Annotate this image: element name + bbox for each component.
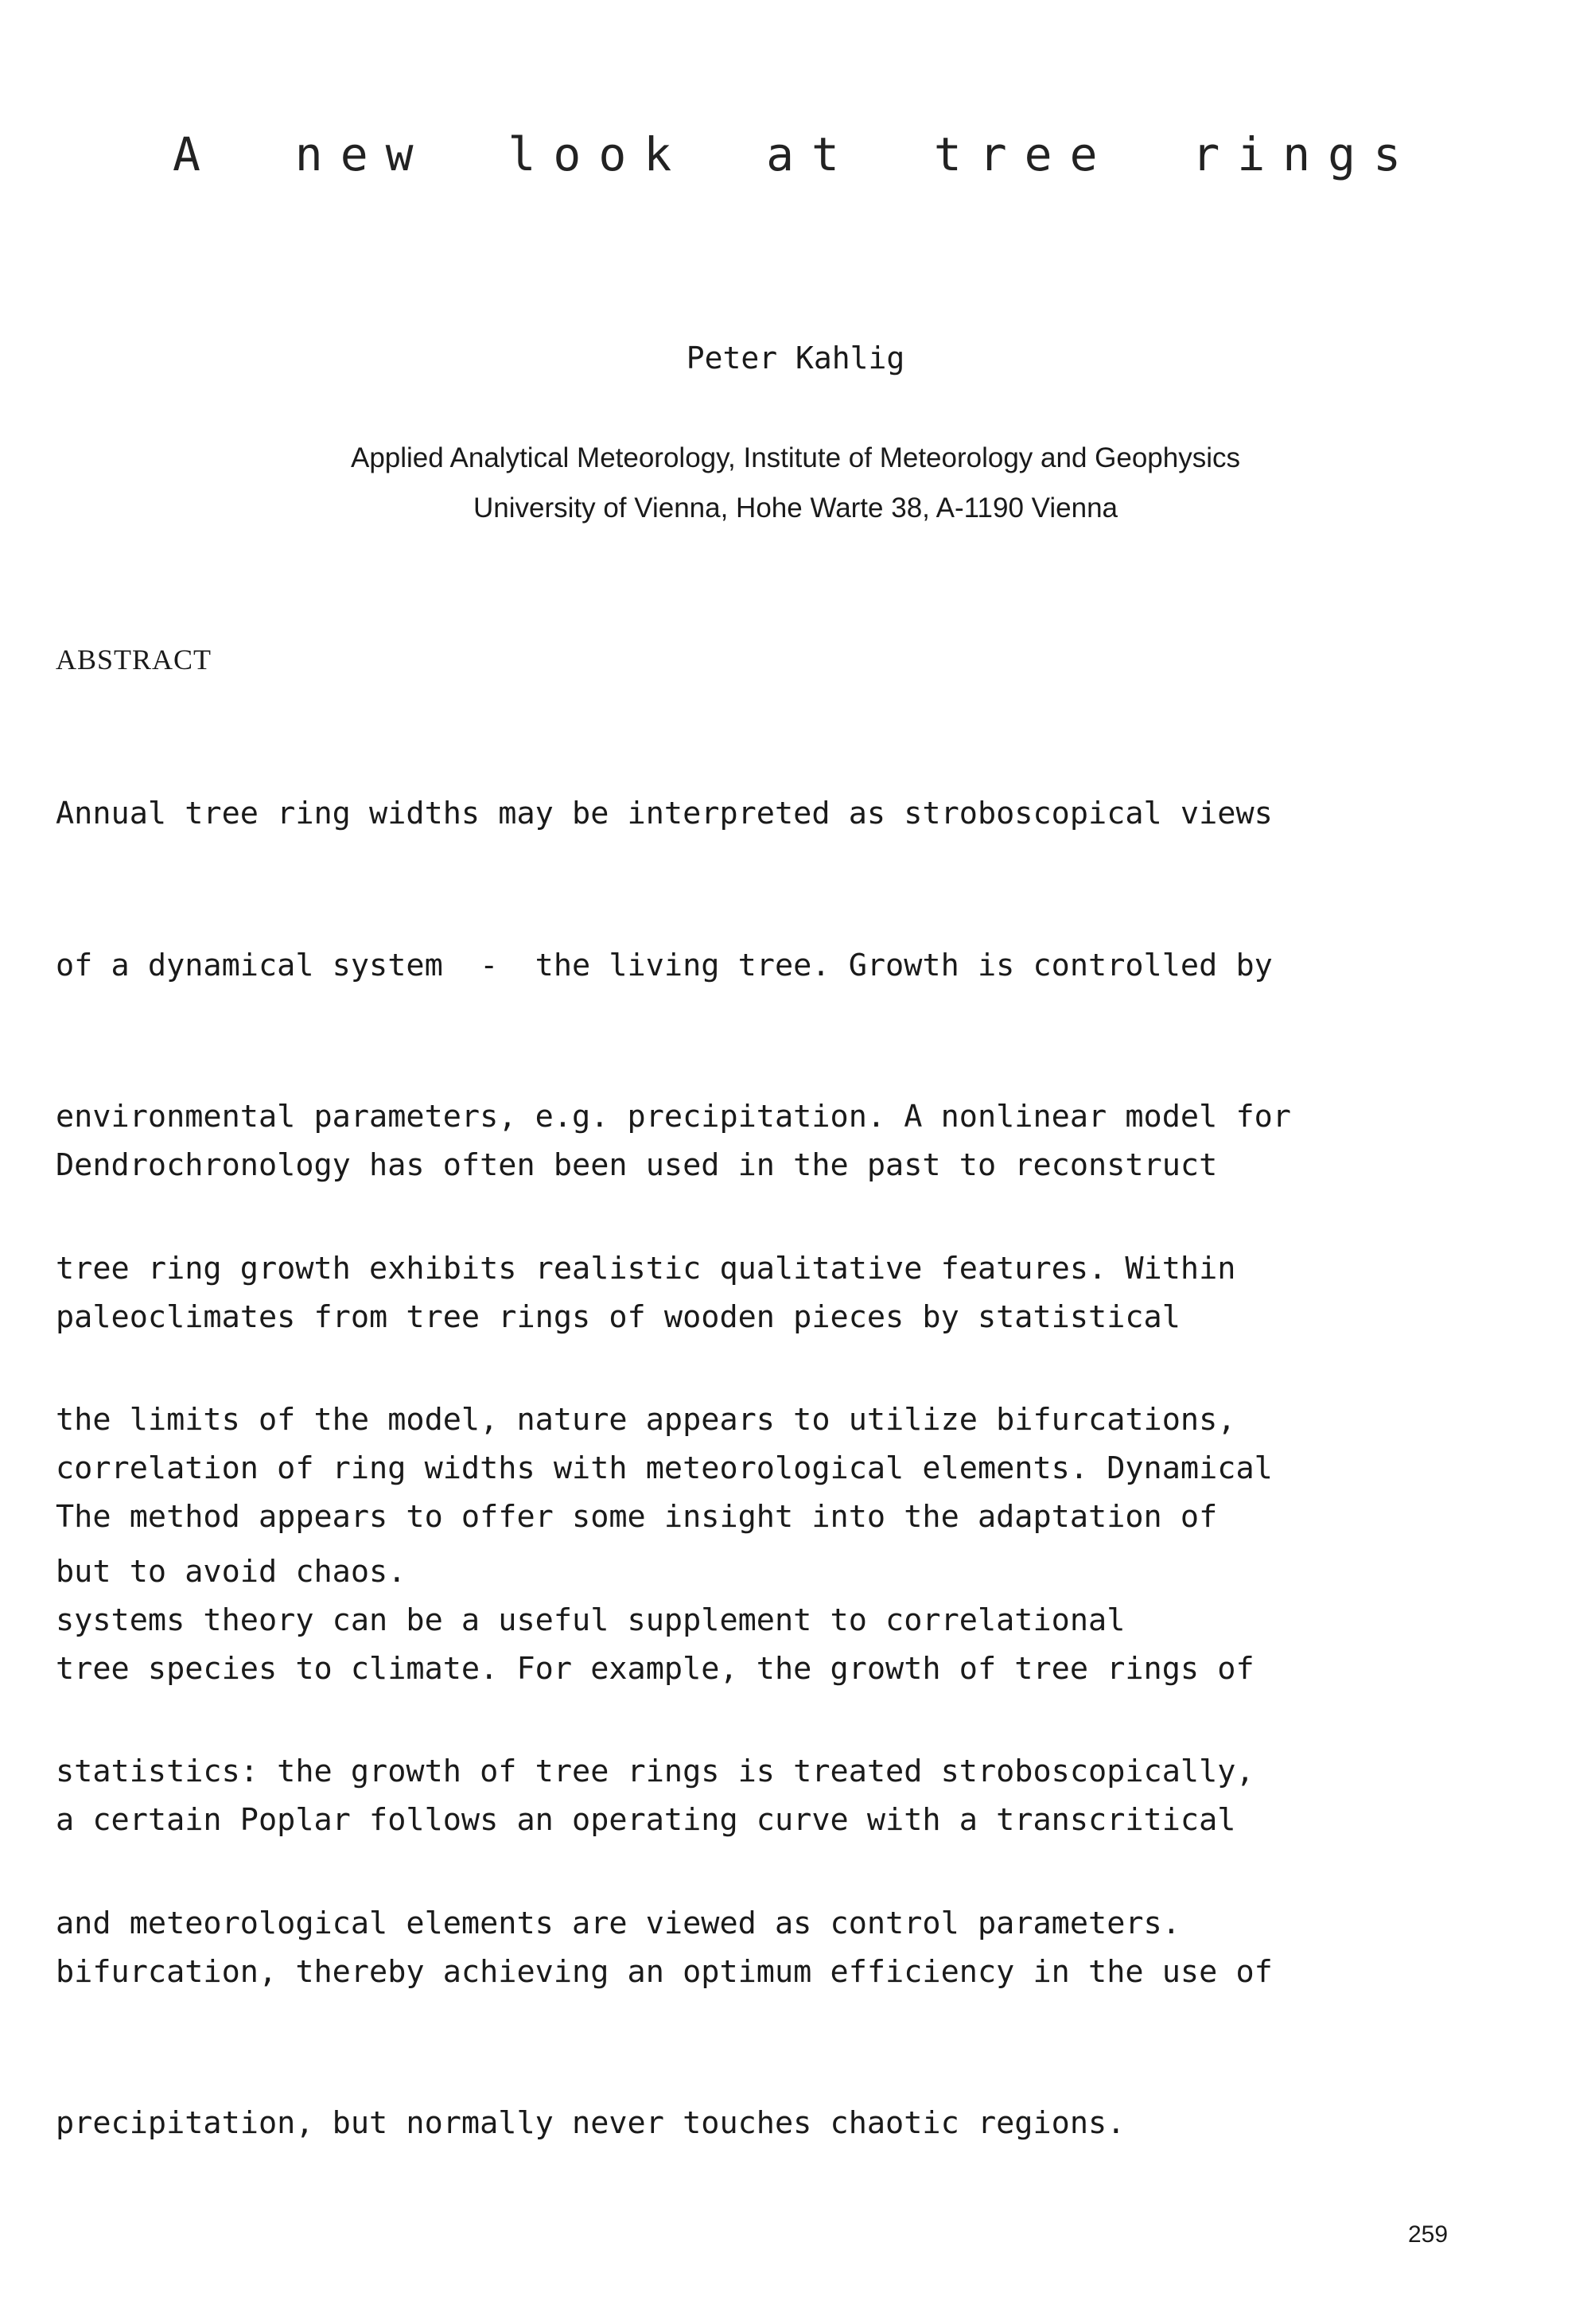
paragraph-line: paleoclimates from tree rings of wooden pieces by statistical: [56, 1298, 1181, 1335]
paragraph-line: The method appears to offer some insight into the adaptation of: [56, 1499, 1218, 1535]
abstract-heading: ABSTRACT: [56, 644, 212, 675]
paragraph-line: environmental parameters, e.g. precipitation. A nonlinear model for: [56, 1099, 1291, 1135]
paragraph-line: of a dynamical system - the living tree. Growth is controlled by: [56, 947, 1273, 983]
paragraph-line: statistics: the growth of tree rings is treated stroboscopically,: [56, 1754, 1255, 1789]
affiliation-line-1: Applied Analytical Meteorology, Institute of Meteorology and Geophysics: [350, 442, 1241, 473]
paragraph-line: bifurcation, thereby achieving an optimum efficiency in the use of: [56, 1953, 1273, 1990]
author-name: Peter Kahlig: [686, 341, 905, 376]
page-number: 259: [1408, 2221, 1449, 2248]
paragraph-line: and meteorological elements are viewed as control parameters.: [56, 1905, 1181, 1941]
paragraph-line: Dendrochronology has often been used in the past to reconstruct: [56, 1147, 1218, 1183]
paragraph-line: systems theory can be a useful supplement to correlational: [56, 1602, 1126, 1638]
affiliation-line-2: University of Vienna, Hohe Warte 38, A-1190 Vienna: [473, 492, 1118, 524]
paragraph-line: tree species to climate. For example, the growth of tree rings of: [56, 1650, 1255, 1687]
paragraph-line: correlation of ring widths with meteorological elements. Dynamical: [56, 1450, 1273, 1486]
body-paragraph-method: [56, 1391, 1535, 2199]
paragraph-line: precipitation, but normally never touches chaotic regions.: [56, 2105, 1126, 2141]
paper-title: A new look at tree rings: [172, 127, 1419, 181]
paragraph-line: the limits of the model, nature appears to utilize bifurcations,: [56, 1402, 1236, 1438]
paragraph-line: but to avoid chaos.: [56, 1553, 407, 1590]
paragraph-line: Annual tree ring widths may be interpreted as stroboscopical views: [56, 796, 1273, 831]
paragraph-line: tree ring growth exhibits realistic qualitative features. Within: [56, 1250, 1236, 1287]
paragraph-line: a certain Poplar follows an operating curve with a transcritical: [56, 1802, 1236, 1838]
